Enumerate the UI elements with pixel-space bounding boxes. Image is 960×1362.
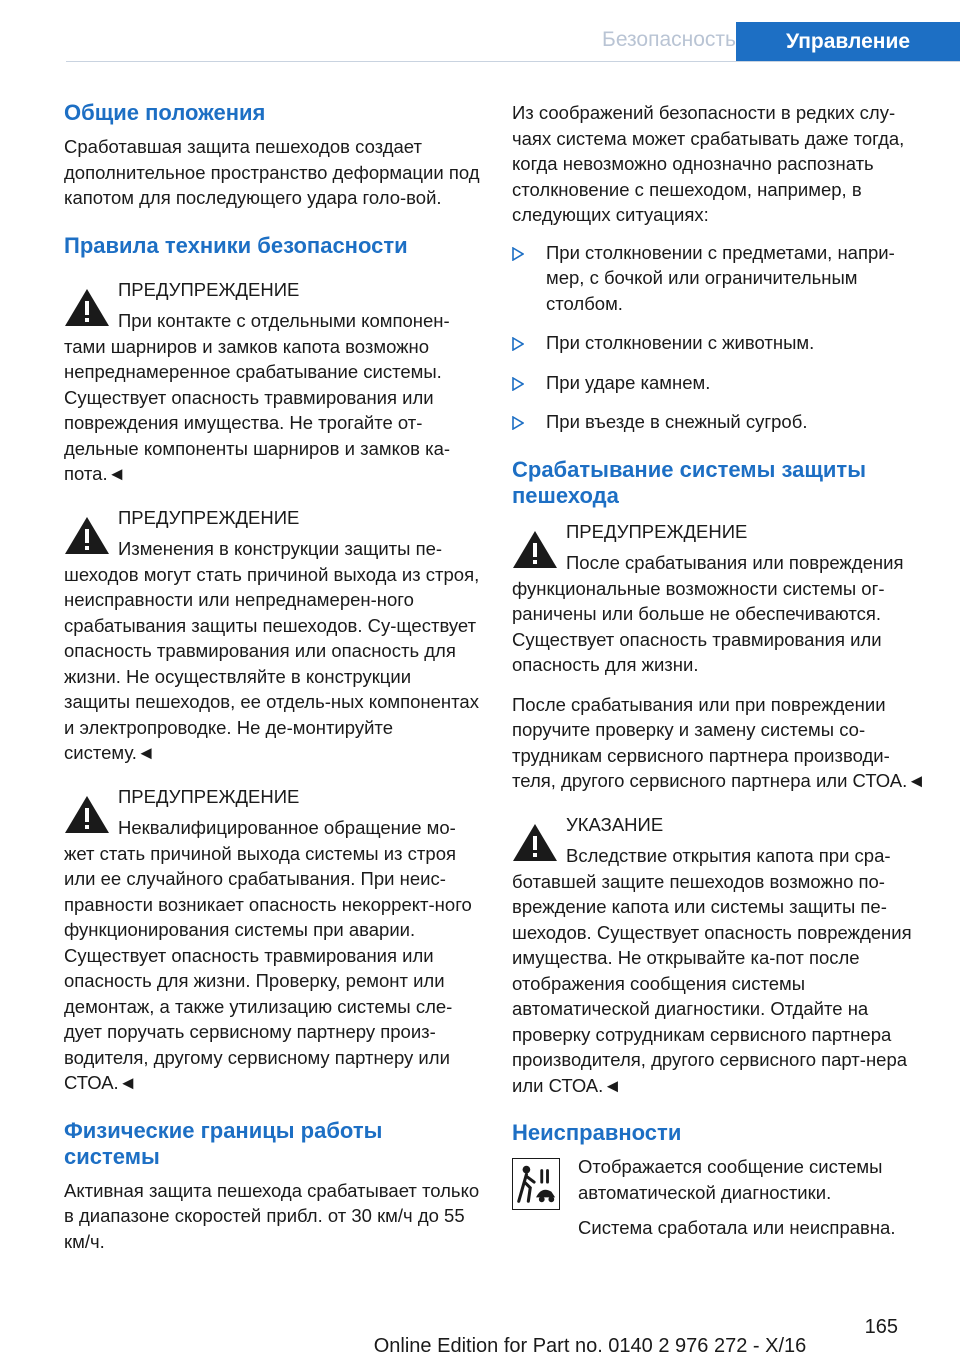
bullet-triangle-icon	[512, 377, 524, 391]
general-text: Сработавшая защита пешеходов создает дополнительное пространство деформации под капотом для последующего удара голо-вой.	[64, 136, 480, 208]
section-tab-control[interactable]: Управление	[736, 22, 960, 62]
note-triangle-icon	[512, 822, 558, 862]
warning-triangle-icon	[64, 287, 110, 327]
list-item-text: При ударе камнем.	[546, 371, 711, 393]
section-tab-safety[interactable]: Безопасность	[602, 28, 736, 51]
warning-title: ПРЕДУПРЕЖДЕНИЕ	[118, 278, 300, 300]
right-column	[512, 100, 928, 1241]
list-item	[512, 409, 928, 435]
list-item	[512, 240, 928, 317]
page-number: 165	[864, 1316, 898, 1338]
list-item	[512, 370, 928, 396]
warning-block	[64, 505, 482, 766]
limits-text: Активная защита пешехода срабатывает только в диапазоне скоростей прибл. от 30 км/ч до 55 км/ч.	[64, 1179, 480, 1252]
warning-text: Изменения в конструкции защиты пе-шеходов могут стать причиной выхода из строя, неисправности или непреднамерен-ного срабатывания защиты пешеходов. Су-ществует опасность травмирования или опасность для жизни. Не осуществляйте в конструкции защиты пешеходов, ее отдель-ных компонентах и электропроводке. Не де-монтируйте систему.◄	[64, 538, 480, 763]
fault-text-wrap	[512, 1154, 928, 1241]
page-header	[66, 22, 960, 62]
warning-title: ПРЕДУПРЕЖДЕНИЕ	[118, 785, 300, 807]
list-item-text: При въезде в снежный сугроб.	[546, 411, 808, 432]
left-column	[64, 100, 482, 1254]
bullet-triangle-icon	[512, 416, 524, 430]
fault-message-text: Отображается сообщение системы автоматической диагностики.	[578, 1156, 883, 1203]
warning-block	[512, 519, 928, 678]
heading-system-limits: Физические границы работы системы	[64, 1117, 383, 1169]
note-text: Вследствие открытия капота при сра-ботавшей защите пешеходов возможно по-вреждение капота или системы защиты пе-шеходов. Существует опасность повреждения имущества. Не открывайте ка-пот после отображения сообщения системы автоматической диагностики. Отдайте на проверку сотрудникам сервисного партнера производителя, другого сервисного парт-нера или СТОА.◄	[512, 845, 912, 1096]
warning-text: После срабатывания или повреждения функциональные возможности системы ог-раничены или больше не обеспечиваются. Существует опасность травмирования или опасность для жизни.	[512, 552, 904, 675]
note-block	[512, 812, 928, 1099]
intro-text: Из соображений безопасности в редких слу-чаях система может срабатывать даже тогда, когда невозможно однозначно распознать столкновение с пешеходом, например, в следующих ситуациях:	[512, 102, 905, 225]
warning-triangle-icon	[64, 515, 110, 555]
warning-block	[64, 784, 482, 1096]
warning-triangle-icon	[512, 529, 558, 569]
fault-status-text: Система сработала или неисправна.	[578, 1217, 896, 1238]
fault-block	[512, 1154, 928, 1241]
warning-text: Неквалифицированное обращение мо-жет стать причиной выхода системы из строя или ее случайного срабатывания. При неис-правности возникает опасность некоррект-ного функционирования системы при аварии. Существует опасность травмирования или опасность для жизни. Проверку, ремонт или демонтаж, а также утилизацию системы сле-дует поручать сервисному партнеру произ-водителя, другому сервисному партнеру или СТОА.◄	[64, 817, 472, 1093]
note-title: УКАЗАНИЕ	[566, 813, 664, 835]
bullet-triangle-icon	[512, 337, 524, 351]
warning-block	[64, 277, 482, 487]
warning-title: ПРЕДУПРЕЖДЕНИЕ	[118, 506, 300, 528]
header-divider	[66, 61, 960, 62]
heading-system-trigger: Срабатывание системы защиты пешехода	[512, 456, 866, 508]
list-item	[512, 330, 928, 356]
edition-footer: Online Edition for Part no. 0140 2 976 272 - X/16	[373, 1335, 807, 1357]
situation-list	[512, 240, 928, 435]
list-item-text: При столкновении с предметами, напри-мер, с бочкой или ограничительным столбом.	[546, 241, 895, 314]
warning-title: ПРЕДУПРЕЖДЕНИЕ	[566, 520, 748, 542]
warning-triangle-icon	[64, 794, 110, 834]
heading-faults: Неисправности	[512, 1120, 682, 1145]
warning-text: При контакте с отдельными компонен-тами шарниров и замков капота возможно непреднамеренное срабатывание системы. Существует опасность травмирования или повреждения имущества. Не трогайте от-дельные компоненты шарниров и замков ка-пота.◄	[64, 310, 451, 484]
list-item-text: При столкновении с животным.	[546, 332, 815, 353]
bullet-triangle-icon	[512, 247, 524, 261]
heading-general: Общие положения	[64, 100, 266, 125]
pedestrian-protection-icon	[512, 1158, 560, 1210]
after-trigger-text: После срабатывания или при повреждении поручите проверку и замену системы со-трудникам сервисного партнера производи-теля, другого сервисного партнера или СТОА.◄	[512, 693, 926, 791]
heading-safety-rules: Правила техники безопасности	[64, 232, 408, 258]
